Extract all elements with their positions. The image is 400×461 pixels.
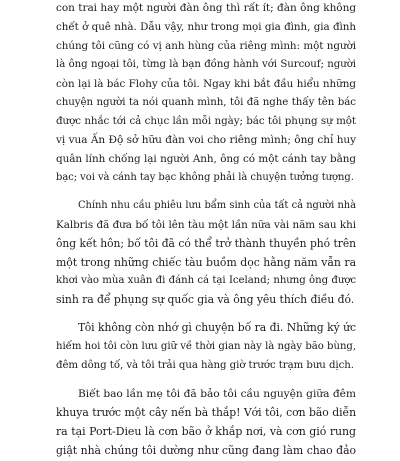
text-line: khơi vào mùa xuân đi đánh cá tại Iceland; nhưng ông được — [56, 275, 356, 287]
body-text — [56, 0, 356, 460]
text-line: Chính nhu cầu phiêu lưu bẩm sinh của tất cả người nhà — [78, 199, 356, 211]
text-line: chuyện người ta nói quanh mình, tôi đã nghe thấy tên bác — [56, 96, 356, 109]
paragraph — [56, 319, 356, 376]
text-line: một trong những chiếc tàu buồm dọc hằng năm vẫn ra — [56, 255, 356, 269]
paragraph-gap — [56, 376, 356, 385]
paragraph-gap — [56, 310, 356, 319]
text-line: là ông ngoại tôi, từng là bạn đồng hành với Surcouf; người — [56, 58, 356, 70]
text-line: con trai hay một người đàn ông thì rất ít; đàn ông không — [56, 2, 356, 14]
paragraph — [56, 385, 356, 461]
text-line: được nhắc tới cả chục lần mỗi ngày; bác tôi phụng sự một — [56, 115, 356, 128]
text-line: hiếm hoi tôi còn lưu giữ về thời gian này là ngày bão bùng, — [56, 341, 356, 353]
text-line: chúng tôi cũng có vị anh hùng của riêng mình: một người — [56, 39, 356, 52]
text-line: khuya trước một cây nến bà thắp! Với tôi, cơn bão diễn — [56, 405, 356, 419]
text-line: sinh ra để phụng sự quốc gia và ông yêu thích điều đó. — [56, 293, 355, 307]
paragraph-gap — [56, 188, 356, 197]
text-line: bạc; voi và cánh tay bạc không phải là chuyện tưởng tượng. — [56, 172, 354, 184]
text-line: ra tại Port-Dieu là cơn bão ở khắp nơi, và cơn gió rung — [56, 424, 356, 438]
text-line: còn lại là bác Flohy của tôi. Ngay khi bắt đầu hiểu những — [56, 77, 356, 90]
paragraph — [56, 197, 356, 310]
text-line: giật nhà chúng tôi dường như cũng đang làm chao đảo — [56, 443, 356, 457]
text-line: Kalbris đã đưa bố tôi lên tàu một lần nữa vài năm sau khi — [56, 218, 356, 231]
text-line: vị vua Ấn Độ sở hữu đàn voi cho riêng mình; ông chỉ huy — [56, 134, 356, 147]
paragraph — [56, 0, 356, 188]
text-line: đêm dông tố, và tôi trải qua hàng giờ trước trạm bưu dịch. — [56, 360, 354, 372]
text-line: quân lính chống lại người Anh, ông có một cánh tay bằng — [56, 153, 356, 166]
text-line: Biết bao lần mẹ tôi đã bảo tôi cầu nguyện giữa đêm — [78, 386, 356, 400]
text-line: chết ở quê nhà. Dẫu vậy, như trong mọi gia đình, gia đình — [56, 20, 356, 33]
text-line: Tôi không còn nhớ gì chuyện bố ra đi. Những ký ức — [78, 321, 356, 335]
text-line: ông kết hôn; bố tôi đã có thể trở thành thuyền phó trên — [56, 236, 356, 250]
